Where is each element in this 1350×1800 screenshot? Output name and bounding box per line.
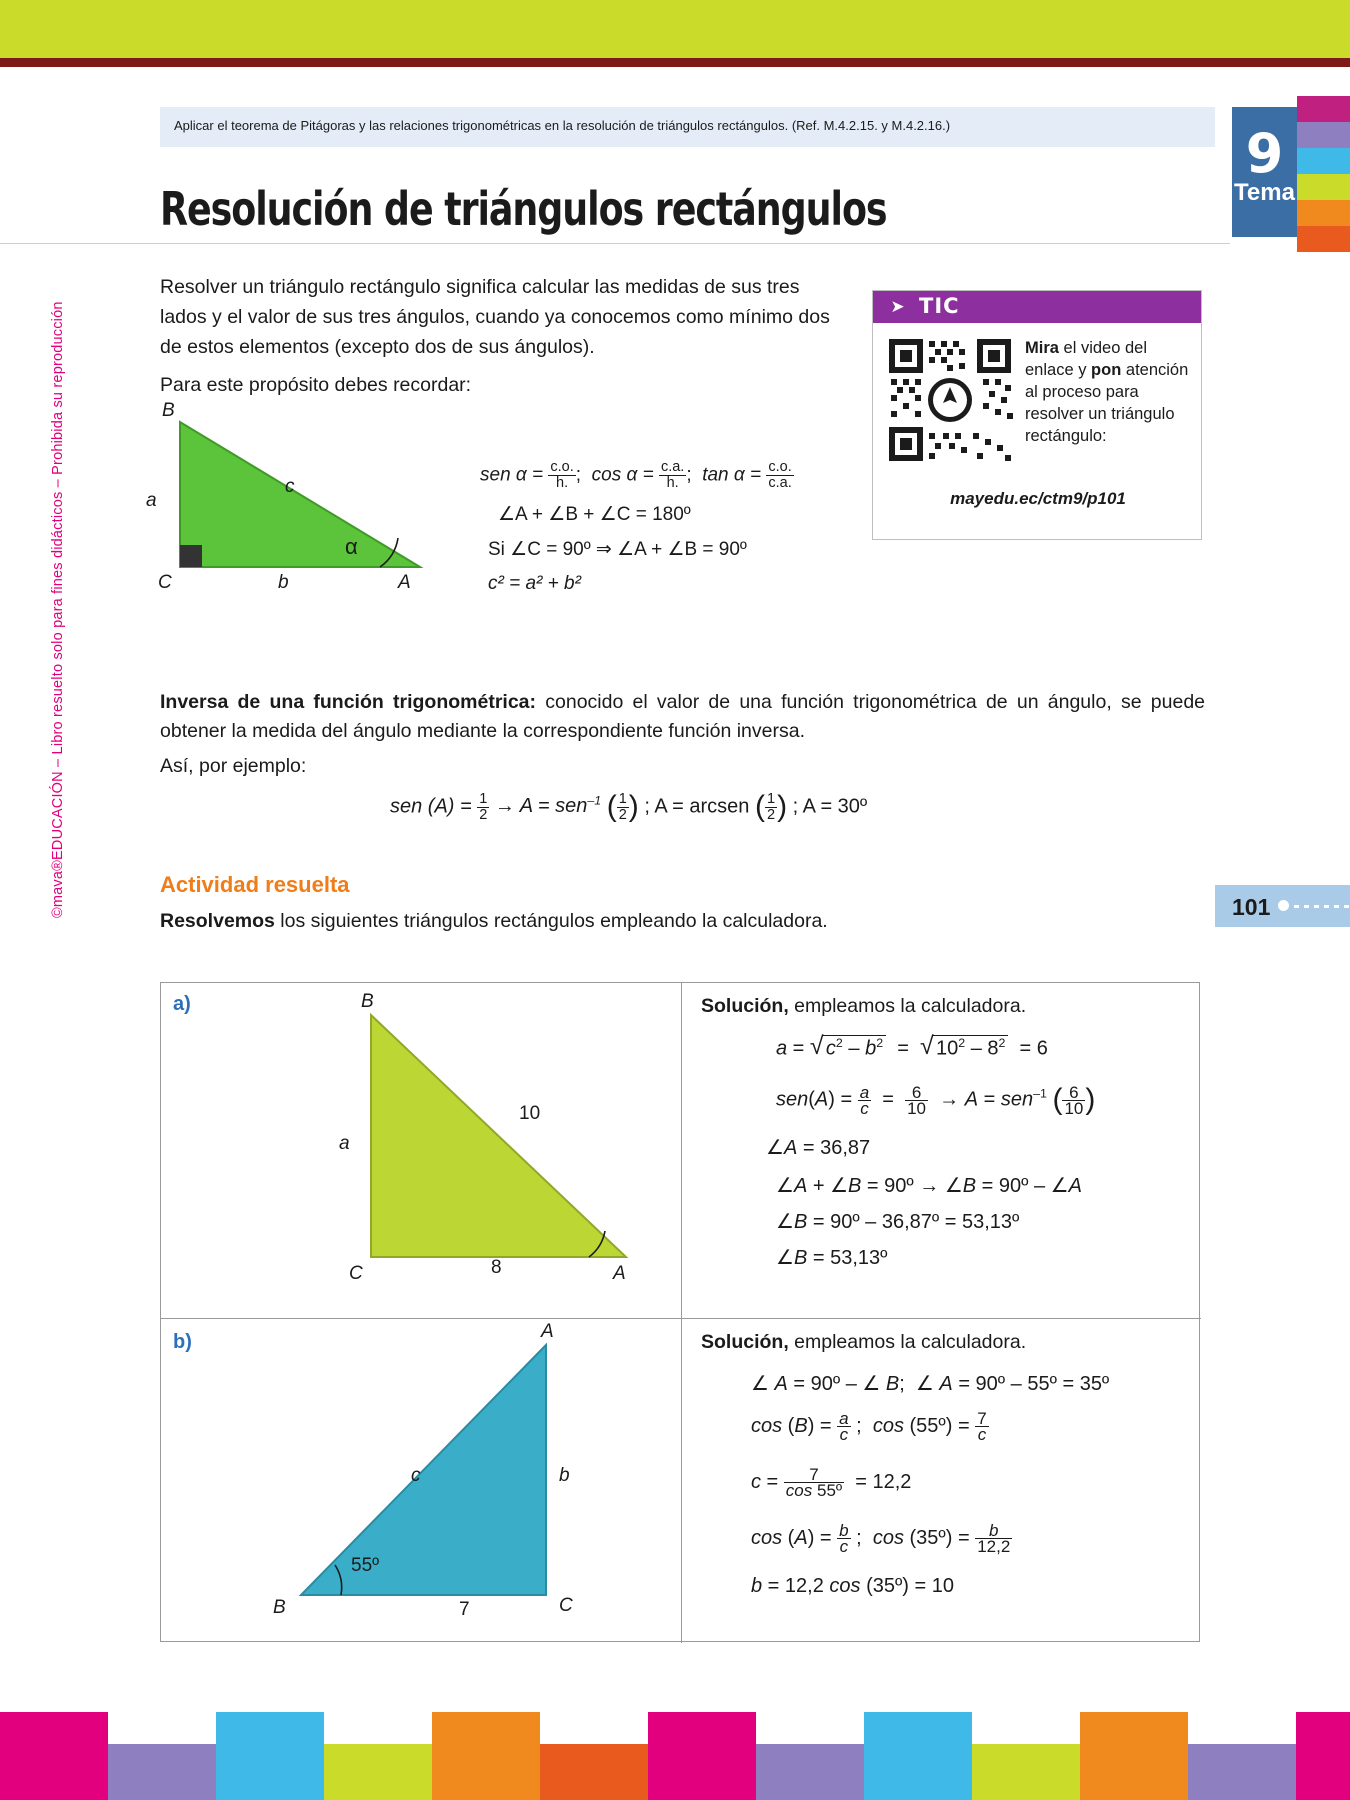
bottom-bar-10 (972, 1744, 1080, 1800)
bottom-bar-8 (756, 1744, 864, 1800)
exercise-a-line-2: sen(A) = $\frac{a}{c}$ = $\frac{6}{10}$ → A = sen$^{-1}$ ( $\frac{6}{10}$ ) (776, 1082, 1096, 1118)
inverse-formula-sen: sen (A) = (390, 795, 472, 818)
exercise-b-label-base: 7 (459, 1599, 470, 1620)
sen-fraction (548, 460, 575, 491)
inverse-function-paragraph (160, 688, 1205, 746)
tema-label: Tema (1234, 179, 1295, 206)
exercise-a-solution-header (701, 995, 1026, 1018)
intro-paragraph-2: Para este propósito debes recordar: (160, 374, 472, 396)
tan-fraction (766, 460, 793, 491)
example-lead: Así, por ejemplo: (160, 755, 307, 777)
exercise-a-figure (211, 991, 631, 1295)
figure1-label-A: A (398, 572, 411, 593)
exercise-a-line-5: ∠B = 90º – 36,87º = 53,13º (776, 1211, 1020, 1233)
bottom-bar-7 (648, 1712, 756, 1800)
exercise-b-solution-bold: Solución, (701, 1331, 789, 1353)
table-vertical-divider (681, 983, 682, 1643)
exercise-a-line-3: ∠A = 36,87 (766, 1137, 871, 1159)
title-divider (0, 243, 1230, 244)
trig-ratios-row: sen α = $\frac{c.o.}{h.}$ ; cos α = $\frac{c.a.}{h.}$ ; tan α = $\frac{c.o.}{c.a.}$ (480, 459, 792, 491)
exercise-letter-a: a) (173, 993, 191, 1015)
learning-objective-band (160, 107, 1215, 147)
tic-bold-2: pon (1091, 361, 1122, 379)
tema-badge (1232, 107, 1297, 237)
bottom-bar-3 (216, 1712, 324, 1800)
paren-close-1: ) (628, 790, 639, 823)
exercise-a-label-a: a (339, 1133, 350, 1154)
exercise-b-line-2: cos (B) = $\frac{a}{c}$ ; cos (55º) = $\frac{7}{c}$ (751, 1409, 987, 1444)
page-number: 101 (1232, 894, 1271, 920)
right-angle-case-formula: Si ∠C = 90º ⇒ ∠A + ∠B = 90º (488, 539, 747, 560)
exercise-b-line-5: b = 12,2 cos (35º) = 10 (751, 1575, 954, 1597)
exercise-a-line-4: ∠A + ∠B = 90º → ∠B = 90º – ∠A (776, 1175, 1082, 1197)
activity-subtitle (160, 910, 828, 933)
exercise-b-figure (211, 1321, 651, 1633)
exercise-letter-b: b) (173, 1331, 192, 1353)
sen-denominator: h. (556, 475, 569, 491)
exercise-b-label-c: c (411, 1465, 421, 1486)
exercise-b-line-3: c = $\frac{7}{\text{cos 55º}}$ = 12,2 (751, 1465, 912, 1500)
top-maroon-rule (0, 58, 1350, 67)
pythagoras-formula: c² = a² + b² (488, 573, 581, 594)
figure1-label-c: c (285, 476, 295, 497)
reference-triangle-figure (140, 400, 430, 612)
exercise-b-label-C: C (559, 1595, 573, 1616)
figure1-label-b: b (278, 572, 289, 593)
exercise-table (160, 982, 1200, 1642)
bottom-bar-9 (864, 1712, 972, 1800)
copyright-side-note (50, 298, 66, 918)
tan-numerator: c.o. (768, 459, 792, 475)
bottom-bar-4 (324, 1744, 432, 1800)
figure1-label-a: a (146, 490, 157, 511)
sen-numerator: c.o. (550, 459, 574, 475)
color-swatch-orange (1297, 200, 1350, 226)
inverse-formula-2: → A = sen (494, 795, 588, 818)
color-swatch-cyan (1297, 148, 1350, 174)
tan-denominator: c.a. (768, 475, 792, 491)
cos-label: cos α = (591, 464, 654, 486)
color-swatch-red (1297, 226, 1350, 252)
objective-text: Aplicar el teorema de Pitágoras y las relaciones trigonométricas en la resolución de triángulos rectángulos. (Ref. M.4.2.15. y M.4.2.16.) (174, 118, 951, 133)
tic-title: TIC (919, 294, 960, 318)
color-swatch-magenta (1297, 96, 1350, 122)
exercise-a-label-B: B (361, 991, 374, 1012)
dot-line (1294, 905, 1350, 908)
activity-title: Actividad resuelta (160, 872, 350, 897)
inverse-fraction-1 (477, 792, 489, 823)
table-horizontal-divider (161, 1318, 1201, 1319)
exercise-b-line-1: ∠ A = 90º – ∠ B; ∠ A = 90º – 55º = 35º (751, 1373, 1110, 1395)
bottom-bar-12 (1188, 1744, 1296, 1800)
inverse-text: conocido el valor de una función trigonométrica de un ángulo, se puede obtener la medida del ángulo mediante la correspondiente función inversa. (160, 691, 1206, 742)
paren-close-2: ) (777, 790, 788, 823)
cos-fraction (659, 460, 686, 491)
inverse-arrow-part (495, 795, 601, 817)
paren-open-1: ( (606, 790, 617, 823)
bottom-bar-2 (108, 1744, 216, 1800)
inverse-example-formula (390, 790, 1150, 824)
exercise-a-line-6: ∠B = 53,13º (776, 1247, 888, 1269)
tic-header (873, 291, 1201, 323)
cos-numerator: c.a. (660, 459, 685, 475)
top-green-band (0, 0, 1350, 58)
bottom-color-bars (0, 1660, 1350, 1800)
tema-number: 9 (1245, 122, 1284, 185)
inverse-fraction-3 (765, 792, 777, 823)
rocket-icon: ➤ (890, 297, 906, 317)
bottom-bar-13 (1296, 1712, 1350, 1800)
bottom-bar-6 (540, 1744, 648, 1800)
inverse-fraction-2 (617, 792, 629, 823)
exercise-a-label-base: 8 (491, 1257, 502, 1278)
color-swatch-purple (1297, 122, 1350, 148)
qr-code-icon[interactable] (885, 335, 1015, 465)
intro-paragraphs (160, 272, 840, 400)
angle-sum-formula: ∠A + ∠B + ∠C = 180º (498, 504, 691, 525)
bottom-bar-5 (432, 1712, 540, 1800)
exercise-a-label-hyp: 10 (519, 1103, 541, 1124)
inverse-frac3-den: 2 (767, 806, 776, 823)
activity-subtitle-bold: Resolvemos (160, 910, 275, 932)
inverse-formula-4: ; A = 30º (792, 795, 868, 818)
inverse-exponent: –1 (587, 793, 602, 808)
paren-open-2: ( (755, 790, 765, 823)
inverse-frac3-num: 1 (767, 790, 776, 807)
page-title: Resolución de triángulos rectángulos (160, 182, 887, 236)
inverse-frac2-num: 1 (618, 790, 627, 807)
exercise-a-solution-rest: empleamos la calculadora. (788, 995, 1027, 1017)
exercise-a-solution-bold: Solución, (701, 995, 789, 1017)
tic-bold-1: Mira (1025, 339, 1059, 357)
exercise-a-line-1: a = √ $c^2 - b^2$ = √ $10^2 - 8^2 = 6$ (776, 1035, 1048, 1061)
exercise-b-line-4: cos (A) = $\frac{b}{c}$ ; cos (35º) = $\frac{b}{12,2}$ (751, 1521, 1011, 1556)
exercise-b-label-B: B (273, 1597, 286, 1618)
tic-text-body-2: atención al proceso para resolver un triángulo rectángulo: (1025, 361, 1189, 445)
exercise-b-label-angle: 55º (351, 1555, 380, 1576)
trig-formulas-block (480, 460, 860, 607)
figure1-label-B: B (162, 400, 175, 421)
page-number-dots (1278, 903, 1350, 909)
exercise-a-label-C: C (349, 1263, 363, 1284)
color-swatch-lime (1297, 174, 1350, 200)
tic-description (1025, 337, 1193, 447)
tan-label: tan α = (702, 464, 762, 486)
inverse-frac1-den: 2 (479, 806, 488, 823)
exercise-b-solution-header (701, 1331, 1026, 1354)
activity-subtitle-rest: los siguientes triángulos rectángulos empleando la calculadora. (274, 910, 828, 932)
cos-denominator: h. (666, 475, 679, 491)
exercise-b-solution-rest: empleamos la calculadora. (788, 1331, 1027, 1353)
bottom-bar-11 (1080, 1712, 1188, 1800)
tic-callout-box (872, 290, 1202, 540)
figure1-label-C: C (158, 572, 172, 593)
tic-link[interactable]: mayedu.ec/ctm9/p101 (950, 489, 1126, 508)
figure1-label-alpha: α (345, 534, 358, 559)
intro-paragraph-1: Resolver un triángulo rectángulo significa calcular las medidas de sus tres lados y el valor de sus tres ángulos, cuando ya conocemos como mínimo dos de estos elementos (excepto dos de sus ángulos). (160, 276, 830, 358)
dot-large (1278, 900, 1289, 911)
inverse-frac2-den: 2 (618, 806, 627, 823)
tic-text-body: el video del enlace y (1025, 339, 1148, 379)
bottom-bar-1 (0, 1712, 108, 1800)
inverse-formula-3: ; A = arcsen (644, 795, 750, 818)
sen-label: sen α = (480, 464, 544, 486)
exercise-a-label-A: A (613, 1263, 626, 1284)
exercise-b-label-b: b (559, 1465, 570, 1486)
side-note-text: ©mava®EDUCACIÓN – Libro resuelto solo para fines didácticos – Prohibida su reproducción (50, 301, 66, 918)
inverse-frac1-num: 1 (479, 790, 488, 807)
exercise-b-label-A: A (541, 1321, 554, 1342)
inverse-bold-lead: Inversa de una función trigonométrica: (160, 691, 537, 713)
